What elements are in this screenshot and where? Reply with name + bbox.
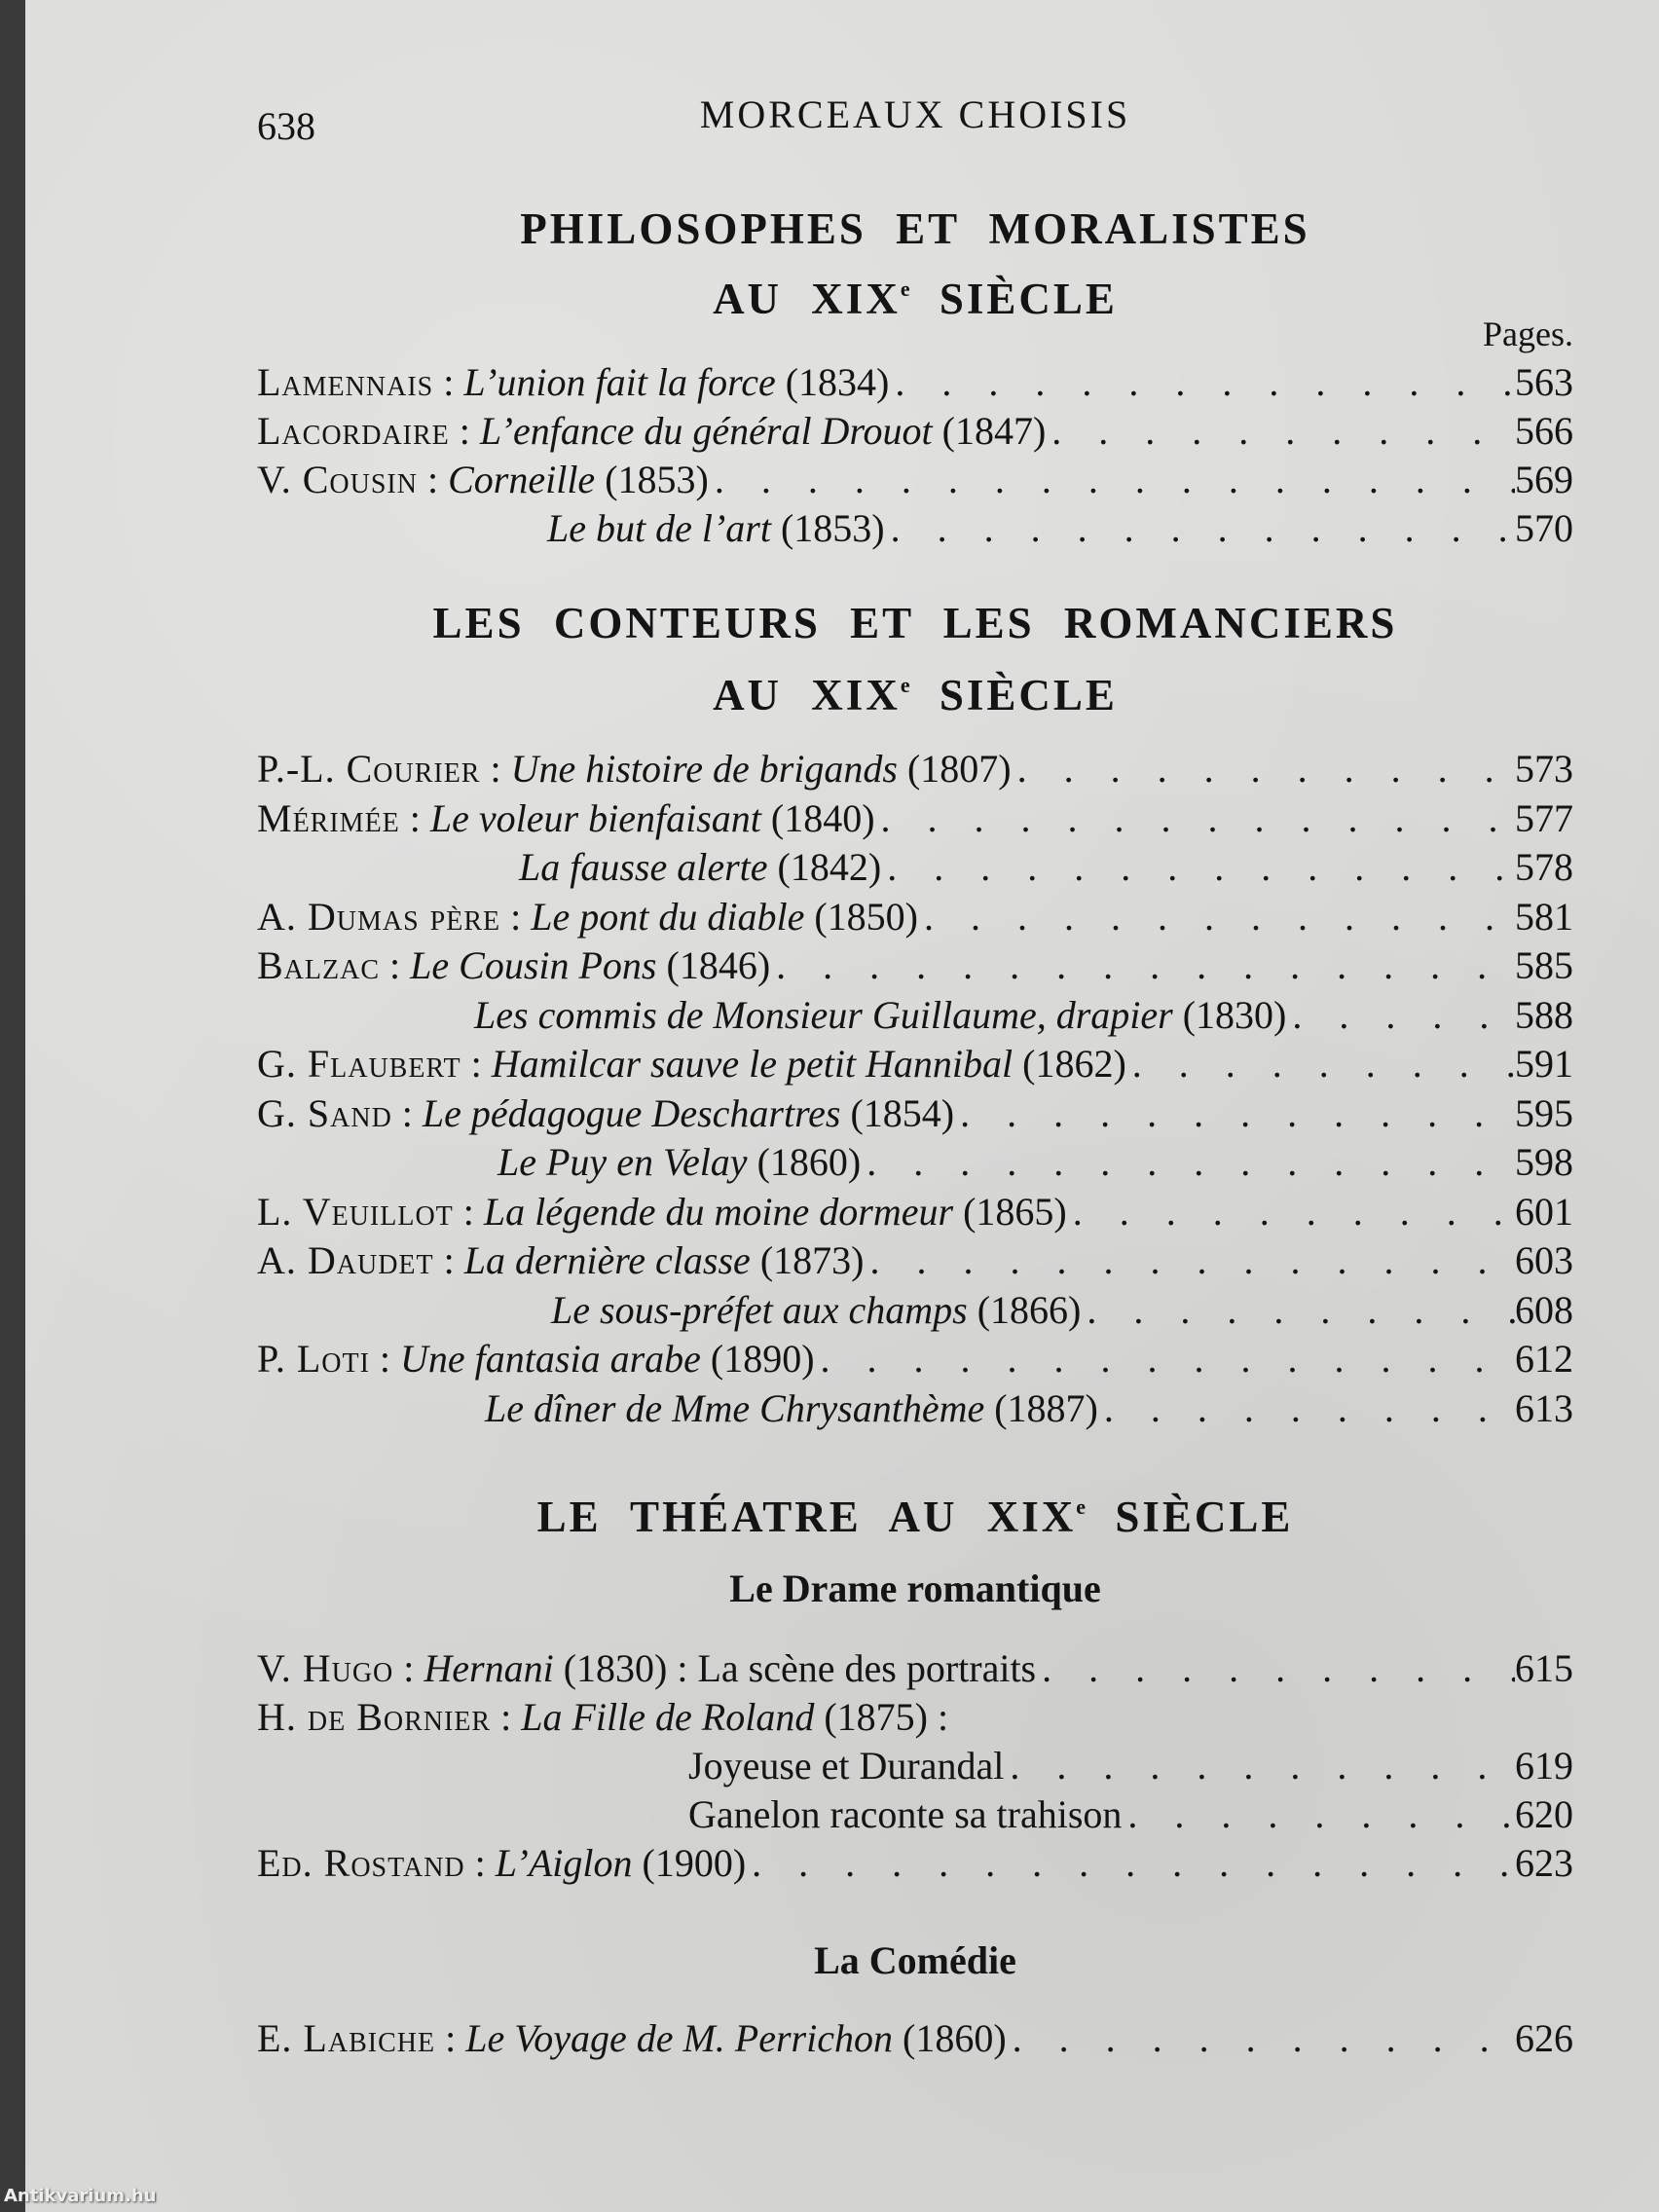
entry-text [257, 407, 1046, 456]
entry-author: Lacordaire [257, 409, 450, 453]
watermark: Antikvarium.hu [4, 2186, 157, 2206]
leader-dots [746, 1839, 1515, 1888]
entry-page-number: 601 [1515, 1189, 1573, 1234]
section-title-text: LES CONTEURS ET LES ROMANCIERS [432, 599, 1398, 647]
entry-title: Le pont du diable [531, 894, 805, 939]
entry-page-number: 563 [1515, 360, 1573, 404]
entry-detail: Joyeuse et Durandal [688, 1744, 1005, 1788]
entry-page-number: 585 [1515, 943, 1573, 987]
entry-text [257, 358, 889, 407]
entry-text [257, 1040, 1126, 1088]
subsection-title: La Comédie [814, 1938, 1016, 1982]
entry-title: L’enfance du général Drouot [479, 409, 933, 453]
entry-text [688, 1742, 1004, 1790]
entry-detail: (1873) [750, 1238, 865, 1282]
toc-entry [257, 745, 1573, 793]
entry-separator: : [369, 1337, 401, 1381]
entry-page-number: 619 [1515, 1744, 1573, 1788]
toc-entry [257, 1693, 1573, 1742]
entry-detail: (1862) [1013, 1042, 1126, 1086]
section-title-text: LE THÉATRE AU XIX [536, 1493, 1077, 1541]
page-number: 638 [257, 104, 315, 148]
entry-text [257, 941, 770, 990]
entry-separator: : [399, 795, 430, 840]
entry-title: Hernani [424, 1646, 554, 1690]
entry-author: V. Hugo [257, 1646, 394, 1690]
leader-dots [861, 1138, 1515, 1187]
entry-author: P. Loti [257, 1337, 370, 1381]
entry-text [519, 843, 881, 892]
entry-title: Le Puy en Velay [498, 1140, 748, 1184]
leader-dots [1286, 991, 1515, 1040]
leader-dots [1081, 1286, 1515, 1335]
entry-page-number: 613 [1515, 1385, 1573, 1430]
entry-separator: : [464, 1841, 496, 1885]
entry-text [688, 1790, 1122, 1839]
pages-column-label: Pages. [1483, 314, 1573, 353]
entry-page-number: 570 [1515, 506, 1573, 550]
leader-dots [770, 941, 1515, 990]
entry-page-number: 573 [1515, 747, 1573, 791]
toc-entry [257, 1089, 1573, 1138]
toc-entry [257, 1790, 1573, 1839]
leader-dots [1122, 1790, 1515, 1839]
leader-dots [1012, 745, 1515, 793]
entry-text [257, 1236, 864, 1285]
toc-entry [257, 794, 1573, 843]
subsection-title: Le Drame romantique [729, 1567, 1101, 1610]
toc-entry [257, 407, 1573, 456]
toc-entry [257, 1040, 1573, 1088]
entry-author: L. Veuillot [257, 1189, 454, 1234]
entry-author: E. Labiche [257, 2016, 436, 2060]
entry-detail: (1853) [595, 458, 709, 501]
section-title-tail: SIÈCLE [909, 275, 1118, 323]
entry-author: Mérimée [257, 795, 400, 840]
leader-dots [885, 504, 1515, 553]
ordinal-suffix: e [1076, 1494, 1087, 1519]
entry-title: La fausse alerte [519, 845, 768, 889]
toc-entry [257, 1188, 1573, 1236]
entry-author: H. de Bornier [257, 1695, 492, 1739]
entry-title: Une histoire de brigands [510, 747, 898, 791]
toc-entry [257, 456, 1573, 504]
entry-separator: : [500, 894, 532, 939]
entry-text [551, 1286, 1081, 1335]
entry-detail: (1842) [767, 845, 882, 889]
entry-page-number: 615 [1515, 1646, 1573, 1690]
book-page [25, 0, 1659, 2212]
entry-detail: (1865) [953, 1189, 1067, 1234]
leader-dots [709, 456, 1515, 504]
toc-entry [257, 1644, 1573, 1693]
entry-page-number: 608 [1515, 1287, 1573, 1332]
entry-detail: (1860) [747, 1140, 862, 1184]
leader-dots [889, 358, 1515, 407]
section-title-text: PHILOSOPHES ET MORALISTES [520, 204, 1310, 253]
entry-text [257, 2014, 1007, 2063]
entry-detail: (1846) [656, 943, 771, 987]
section-title-text: AU XIX [713, 671, 901, 719]
entry-title: La Fille de Roland [521, 1695, 815, 1739]
leader-dots [864, 1236, 1515, 1285]
entry-title: Le but de l’art [547, 506, 771, 550]
entry-page-number: 578 [1515, 845, 1573, 889]
entry-detail: (1866) [967, 1287, 1082, 1332]
entry-text [257, 893, 918, 941]
leader-dots [918, 893, 1515, 941]
entry-author: P.-L. Courier [257, 747, 481, 791]
entry-detail: (1900) [632, 1841, 747, 1885]
entry-title: Le Cousin Pons [410, 943, 657, 987]
entry-title: L’union fait la force [463, 360, 776, 404]
entry-title: Le pédagogue Deschartres [422, 1090, 841, 1135]
entry-text [257, 1693, 948, 1742]
entry-title: Une fantasia arabe [400, 1337, 701, 1381]
leader-dots [815, 1335, 1515, 1383]
toc-entry [257, 1286, 1573, 1335]
entry-detail: (1807) [897, 747, 1012, 791]
entry-detail: Ganelon raconte sa trahison [688, 1792, 1123, 1836]
section-title [257, 1478, 1573, 1546]
entry-title: Le sous-préfet aux champs [551, 1287, 968, 1332]
entry-detail: (1890) [700, 1337, 815, 1381]
leader-dots [1046, 407, 1515, 456]
running-title: MORCEAUX CHOISIS [699, 92, 1131, 136]
leader-dots [1098, 1384, 1515, 1433]
entry-separator: : [391, 1090, 423, 1135]
toc-entry [257, 504, 1573, 553]
entry-author: Ed. Rostand [257, 1841, 465, 1885]
entry-page-number: 603 [1515, 1238, 1573, 1282]
entry-detail: (1853) [770, 506, 885, 550]
entry-author: A. Daudet [257, 1238, 434, 1282]
section-title [257, 260, 1573, 328]
entry-page-number: 626 [1515, 2016, 1573, 2060]
toc-entry [257, 893, 1573, 941]
entry-detail: (1830) [1172, 992, 1287, 1037]
toc-entry [257, 843, 1573, 892]
entry-page-number: 588 [1515, 992, 1573, 1037]
entry-title: Corneille [448, 458, 596, 501]
entry-text [485, 1384, 1098, 1433]
entry-page-number: 598 [1515, 1140, 1573, 1184]
entry-page-number: 612 [1515, 1337, 1573, 1381]
entry-page-number: 569 [1515, 458, 1573, 501]
entry-text [257, 745, 1012, 793]
entry-author: G. Flaubert [257, 1042, 461, 1086]
entry-author: A. Dumas père [257, 894, 501, 939]
entry-separator: : [461, 1042, 492, 1086]
entry-page-number: 620 [1515, 1792, 1573, 1836]
entry-detail: (1860) [893, 2016, 1007, 2060]
entry-text [257, 456, 709, 504]
toc-entry [257, 358, 1573, 407]
entry-separator: : [433, 360, 464, 404]
entry-detail: (1834) [775, 360, 890, 404]
entry-page-number: 595 [1515, 1090, 1573, 1135]
entry-author: Lamennais [257, 360, 434, 404]
leader-dots [875, 794, 1515, 843]
entry-detail: (1850) [804, 894, 918, 939]
entry-text [257, 1188, 1067, 1236]
section-title [257, 200, 1573, 258]
entry-title: Hamilcar sauve le petit Hannibal [491, 1042, 1014, 1086]
entry-page-number: 566 [1515, 409, 1573, 453]
toc-entry [257, 1384, 1573, 1433]
entry-text [257, 1335, 815, 1383]
section-title-tail: SIÈCLE [1086, 1493, 1294, 1541]
entry-page-number: 577 [1515, 795, 1573, 840]
entry-text [257, 1839, 746, 1888]
toc-entry [257, 1236, 1573, 1285]
entry-separator: : [435, 2016, 466, 2060]
entry-detail: (1854) [840, 1090, 955, 1135]
entry-detail: (1840) [760, 795, 875, 840]
entry-page-number: 623 [1515, 1841, 1573, 1885]
entry-separator: : [393, 1646, 424, 1690]
entry-title: Le Voyage de M. Perrichon [465, 2016, 893, 2060]
leader-dots [1007, 2014, 1515, 2063]
leader-dots [881, 843, 1515, 892]
toc-entry [257, 1839, 1573, 1888]
toc-entry [257, 2014, 1573, 2063]
entry-separator: : [453, 1189, 484, 1234]
entry-title: La dernière classe [463, 1238, 751, 1282]
entry-author: Balzac [257, 943, 381, 987]
entry-text [547, 504, 885, 553]
entry-title: Les commis de Monsieur Guillaume, drapier [474, 992, 1173, 1037]
spacer [948, 1693, 1573, 1742]
entry-separator: : [491, 1695, 522, 1739]
ordinal-suffix: e [900, 673, 910, 697]
toc-entry [257, 941, 1573, 990]
entry-text [257, 1644, 1036, 1693]
entry-detail: (1887) [984, 1385, 1098, 1430]
leader-dots [954, 1089, 1515, 1138]
entry-detail: (1847) [932, 409, 1047, 453]
section-title [257, 594, 1573, 652]
section-title [257, 656, 1573, 724]
leader-dots [1036, 1644, 1515, 1693]
ordinal-suffix: e [900, 276, 910, 301]
leader-dots [1126, 1040, 1515, 1088]
entry-detail: (1830) : La scène des portraits [553, 1646, 1037, 1690]
entry-title: La légende du moine dormeur [483, 1189, 954, 1234]
section-title-text: AU XIX [713, 275, 901, 323]
entry-text [474, 991, 1286, 1040]
entry-detail: (1875) : [814, 1695, 949, 1739]
section-title-tail: SIÈCLE [909, 671, 1118, 719]
entry-text [257, 794, 875, 843]
toc-entry [257, 991, 1573, 1040]
entry-author: G. Sand [257, 1090, 392, 1135]
leader-dots [1004, 1742, 1515, 1790]
entry-text [498, 1138, 861, 1187]
entry-title: Le voleur bienfaisant [429, 795, 761, 840]
entry-separator: : [417, 458, 449, 501]
entry-author: V. Cousin [257, 458, 418, 501]
entry-text [257, 1089, 954, 1138]
toc-entry [257, 1335, 1573, 1383]
entry-separator: : [433, 1238, 464, 1282]
entry-separator: : [380, 943, 411, 987]
entry-separator: : [480, 747, 511, 791]
entry-title: L’Aiglon [495, 1841, 633, 1885]
toc-entry [257, 1742, 1573, 1790]
entry-separator: : [449, 409, 480, 453]
entry-page-number: 581 [1515, 894, 1573, 939]
leader-dots [1067, 1188, 1515, 1236]
toc-entry [257, 1138, 1573, 1187]
entry-title: Le dîner de Mme Chrysanthème [485, 1385, 985, 1430]
entry-page-number: 591 [1515, 1042, 1573, 1086]
